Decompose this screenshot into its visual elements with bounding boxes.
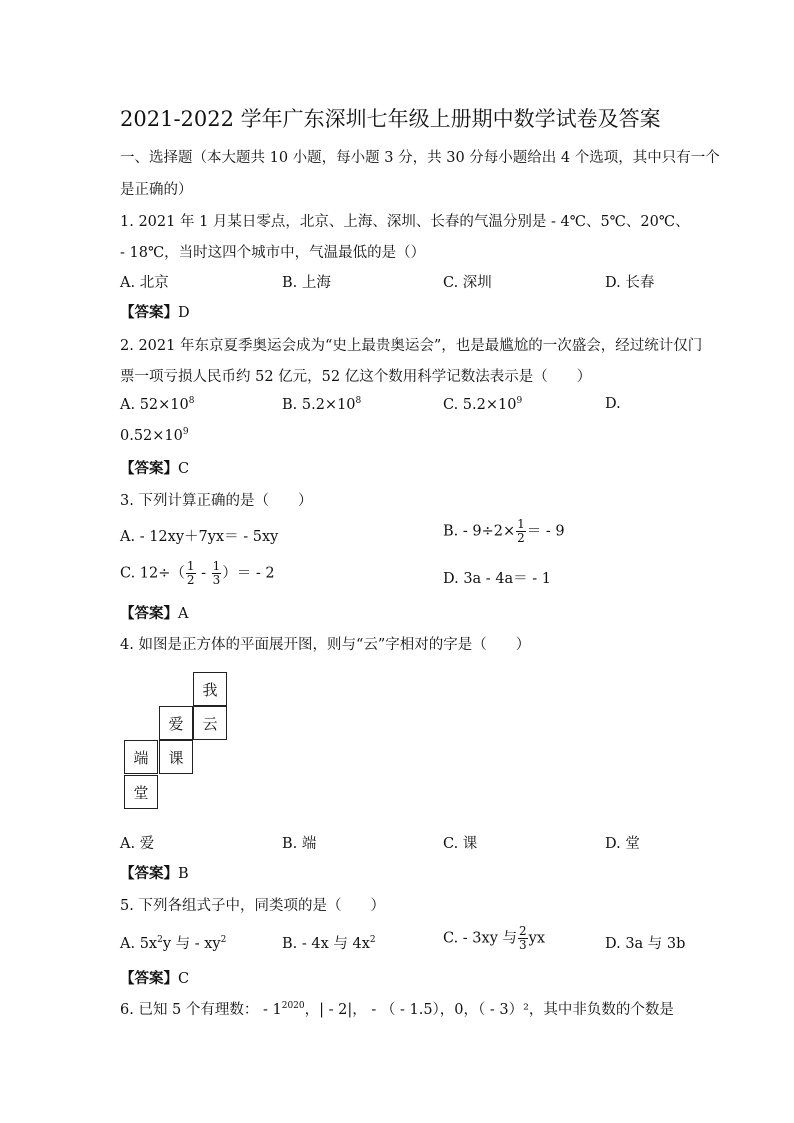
q2-option-b: B. $5.2\times 10^8$: [282, 396, 362, 413]
q3-option-b: B. - 9÷2× $\frac{1}{2}$ ＝ - 9: [443, 517, 565, 545]
q4-stem: 4. 如图是正方体的平面展开图，则与“云”字相对的字是（ ）: [120, 637, 531, 653]
q1-stem-line1: 1. 2021 年 1 月某日零点，北京、上海、深圳、长春的气温分别是 - 4℃、5℃、20℃、: [120, 214, 690, 230]
q3-option-a: A. - 12xy＋7yx＝ - 5xy: [120, 529, 279, 545]
q6-stem: 6. 已知 5 个有理数： - $1^{2020}$，| - 2|， - （ - 1.5），0，（ - 3）²，其中非负数的个数是: [120, 1001, 674, 1018]
q5-answer: 【答案】C: [120, 970, 190, 987]
net-cell-ai: 爱: [159, 706, 193, 740]
q4-option-c: C. 课: [443, 836, 478, 852]
q5-stem: 5. 下列各组式子中，同类项的是（ ）: [120, 898, 385, 914]
q2-answer: 【答案】C: [120, 460, 190, 477]
q1-option-d: D. 长春: [605, 275, 655, 291]
q5-option-a: A. $5x^2y$ 与 - $xy^2$: [120, 935, 227, 952]
q1-option-b: B. 上海: [282, 275, 331, 291]
q5-option-c: C. - 3xy 与 $\frac{2}{3}$ yx: [443, 924, 546, 952]
q1-option-a: A. 北京: [120, 275, 169, 291]
net-cell-ke: 课: [159, 740, 193, 774]
net-cell-wo: 我: [193, 672, 227, 706]
q4-option-b: B. 端: [282, 836, 317, 852]
q1-option-c: C. 深圳: [443, 275, 492, 291]
q3-stem: 3. 下列计算正确的是（ ）: [120, 493, 313, 509]
q2-option-c: C. $5.2\times 10^9$: [443, 396, 523, 413]
q3-option-d: D. 3a - 4a＝ - 1: [443, 571, 552, 587]
net-cell-tang: 堂: [124, 775, 158, 809]
q2-option-a: A. $52\times 10^8$: [120, 396, 195, 413]
page-title: 2021-2022 学年广东深圳七年级上册期中数学试卷及答案: [120, 107, 661, 131]
q3-option-c: C. 12÷（ $\frac{1}{2}$ - $\frac{1}{3}$ ）＝ - 2: [120, 559, 275, 587]
q2-option-d: D.: [605, 396, 621, 412]
q2-option-d-value: $0.52\times 10^9$: [120, 427, 189, 444]
fraction: $\frac{1}{3}$: [212, 559, 221, 587]
q4-answer: 【答案】B: [120, 865, 189, 882]
q1-stem-line2: - 18℃，当时这四个城市中，气温最低的是（）: [120, 245, 426, 261]
q2-stem-line1: 2. 2021 年东京夏季奥运会成为“史上最贵奥运会”，也是最尴尬的一次盛会，经过统计仅门: [120, 338, 703, 354]
net-cell-duan: 端: [124, 740, 158, 774]
net-cell-yun: 云: [193, 706, 227, 740]
q1-answer: 【答案】D: [120, 304, 190, 321]
q3-answer: 【答案】A: [120, 605, 189, 622]
fraction: $\frac{1}{2}$: [186, 559, 195, 587]
q2-stem-line2: 票一项亏损人民币约 52 亿元，52 亿这个数用科学记数法表示是（ ）: [120, 369, 592, 385]
q4-option-a: A. 爱: [120, 836, 155, 852]
q4-option-d: D. 堂: [605, 836, 640, 852]
fraction: $\frac{2}{3}$: [519, 924, 527, 952]
q5-option-b: B. - 4x 与 $4x^2$: [282, 935, 376, 952]
q5-option-d: D. 3a 与 3b: [605, 936, 686, 952]
fraction: $\frac{1}{2}$: [517, 517, 525, 545]
section-heading-line1: 一、选择题（本大题共 10 小题，每小题 3 分，共 30 分每小题给出 4 个选项，其中只有一个: [120, 150, 720, 166]
section-heading-line2: 是正确的）: [120, 182, 193, 198]
